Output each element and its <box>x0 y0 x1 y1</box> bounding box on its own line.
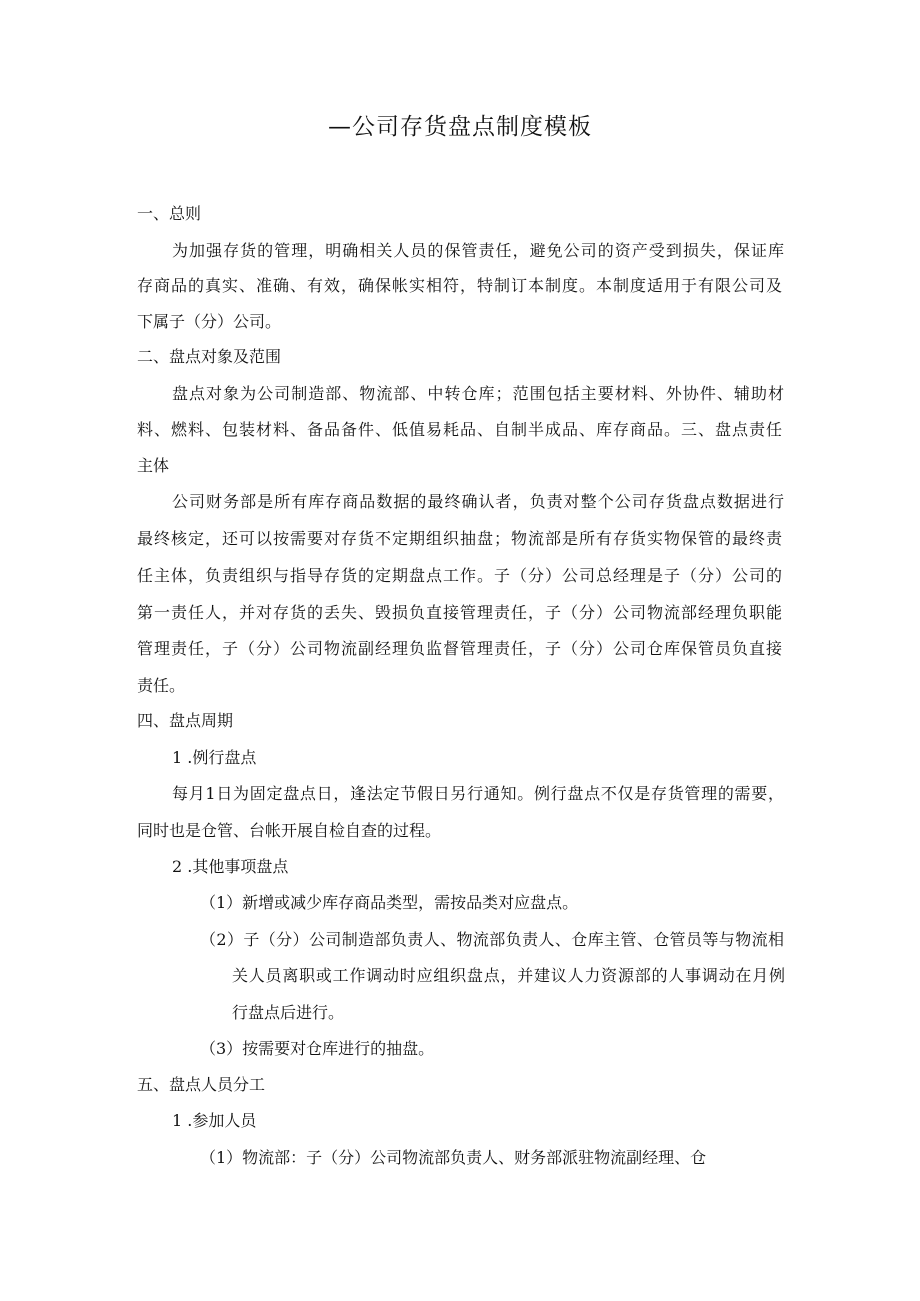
paragraph-line: 料、燃料、包装材料、备品备件、低值易耗品、自制半成品、库存商品。三、盘点责任 <box>137 420 782 439</box>
subsection-heading: 2 .其他事项盘点 <box>172 857 289 876</box>
section-heading-staffing: 五、盘点人员分工 <box>137 1075 266 1094</box>
section-heading-scope: 二、盘点对象及范围 <box>137 347 282 366</box>
subsection-heading: 1 .参加人员 <box>172 1111 257 1130</box>
list-item: （2）子（分）公司制造部负责人、物流部负责人、仓库主管、仓管员等与物流相 <box>200 930 784 949</box>
paragraph-line: 存商品的真实、准确、有效，确保帐实相符，特制订本制度。本制度适用于有限公司及 <box>137 276 782 295</box>
paragraph-line: 管理责任，子（分）公司物流副经理负监督管理责任，子（分）公司仓库保管员负直接 <box>137 639 782 658</box>
paragraph-line: 下属子（分）公司。 <box>137 312 282 331</box>
paragraph-line: 第一责任人，并对存货的丢失、毁损负直接管理责任，子（分）公司物流部经理负职能 <box>137 603 782 622</box>
paragraph-line: 责任。 <box>137 676 186 695</box>
paragraph-line: 主体 <box>137 456 170 475</box>
paragraph-line: 任主体，负责组织与指导存货的定期盘点工作。子（分）公司总经理是子（分）公司的 <box>137 566 782 585</box>
document-title: —公司存货盘点制度模板 <box>328 114 592 140</box>
list-item: （3）按需要对仓库进行的抽盘。 <box>200 1039 435 1058</box>
paragraph-line: 公司财务部是所有库存商品数据的最终确认者，负责对整个公司存货盘点数据进行 <box>172 492 784 511</box>
paragraph-line: 最终核定，还可以按需要对存货不定期组织抽盘；物流部是所有存货实物保管的最终责 <box>137 529 782 548</box>
paragraph-line: 盘点对象为公司制造部、物流部、中转仓库；范围包括主要材料、外协件、辅助材 <box>172 384 784 403</box>
list-item: （1）新增或减少库存商品类型，需按品类对应盘点。 <box>200 893 579 912</box>
list-item-continued: 行盘点后进行。 <box>232 1003 345 1022</box>
list-item: （1）物流部：子（分）公司物流部负责人、财务部派驻物流副经理、仓 <box>200 1148 707 1167</box>
section-heading-general: 一、总则 <box>137 204 202 223</box>
paragraph-line: 为加强存货的管理，明确相关人员的保管责任，避免公司的资产受到损失，保证库 <box>172 241 784 260</box>
section-heading-cycle: 四、盘点周期 <box>137 711 234 730</box>
subsection-heading: 1 .例行盘点 <box>172 748 257 767</box>
paragraph-line: 每月1日为固定盘点日，逢法定节假日另行通知。例行盘点不仅是存货管理的需要， <box>172 784 784 803</box>
paragraph-line: 同时也是仓管、台帐开展自检自查的过程。 <box>137 821 442 840</box>
list-item-continued: 关人员离职或工作调动时应组织盘点，并建议人力资源部的人事调动在月例 <box>232 966 785 985</box>
